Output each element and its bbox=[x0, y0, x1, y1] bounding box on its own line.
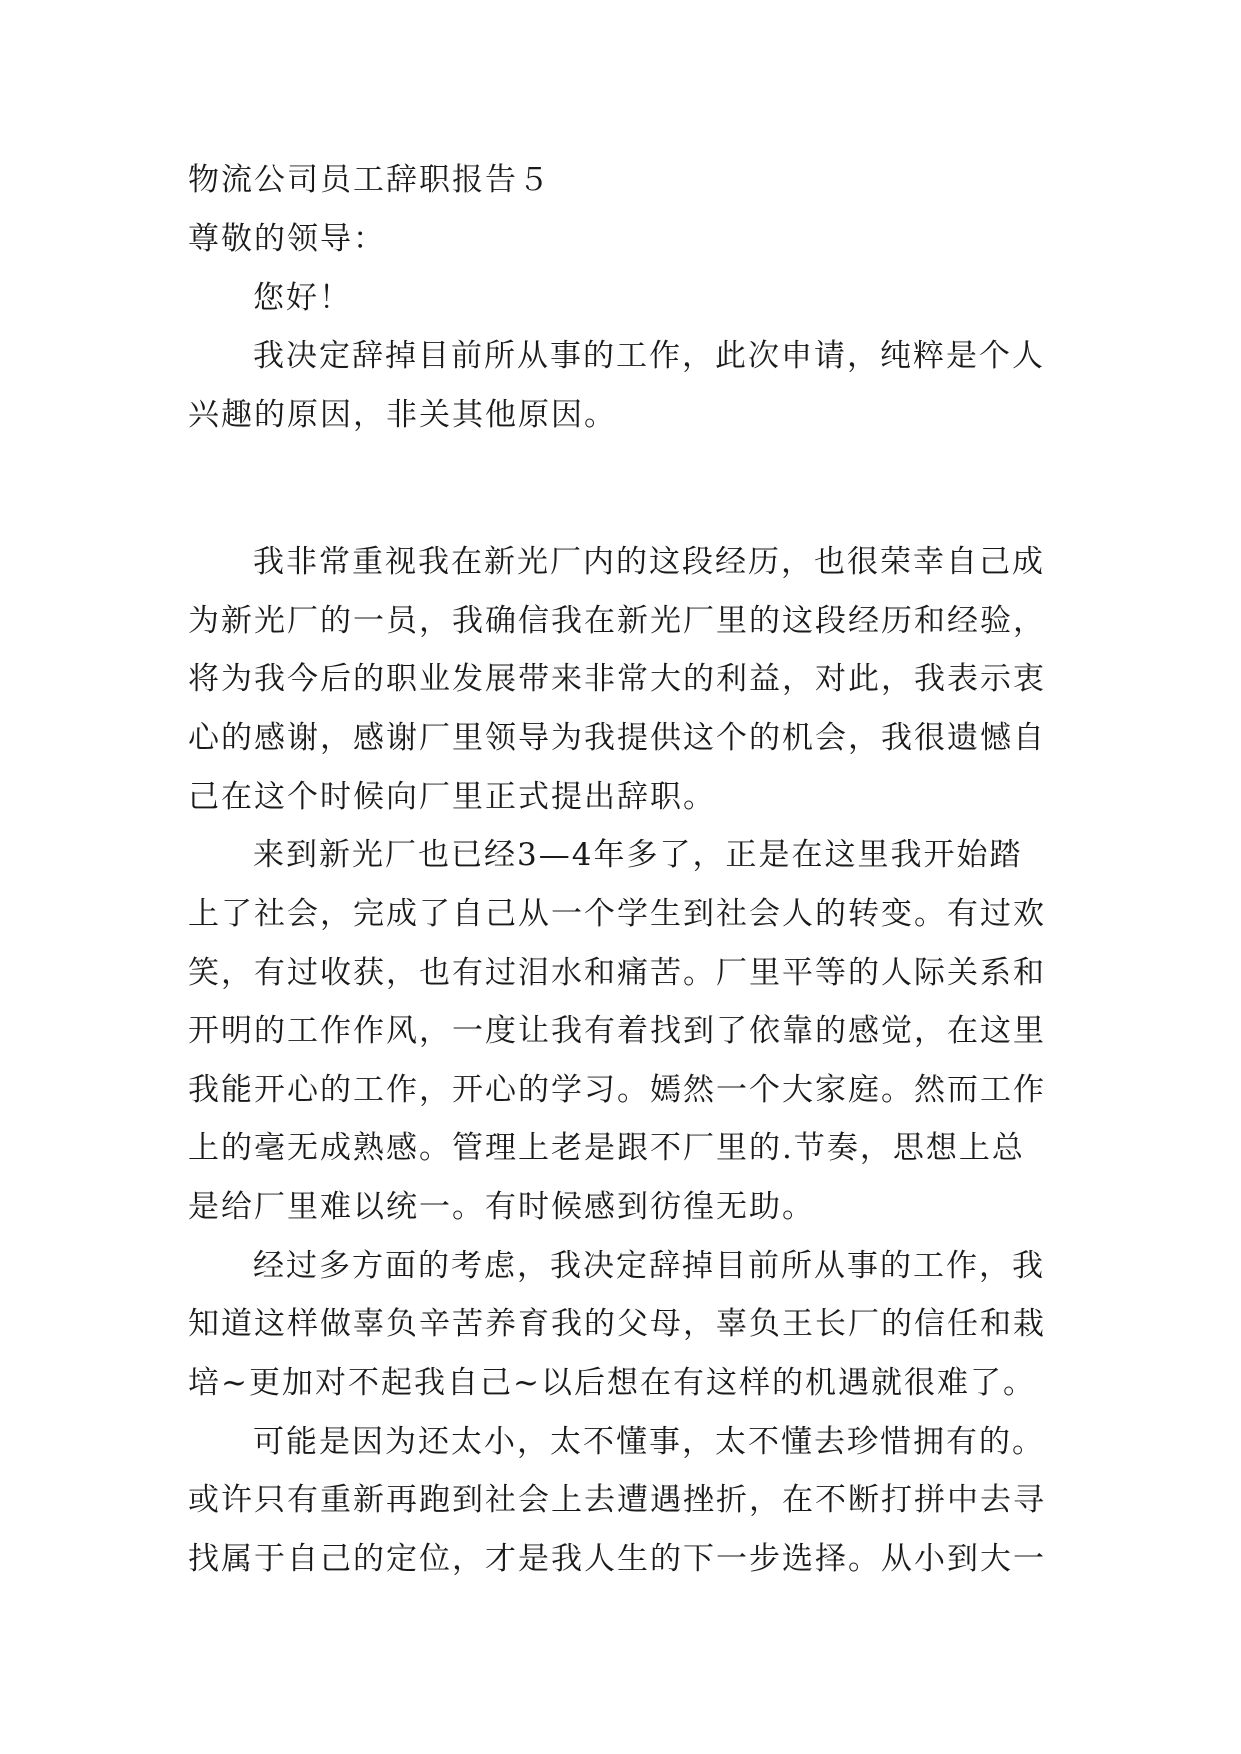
paragraph-line: 来到新光厂也已经3—4年多了，正是在这里我开始踏 bbox=[253, 837, 1023, 873]
paragraph-line: 可能是因为还太小，太不懂事，太不懂去珍惜拥有的。 bbox=[253, 1424, 1045, 1460]
paragraph-line: 找属于自己的定位，才是我人生的下一步选择。从小到大一 bbox=[188, 1541, 1046, 1577]
paragraph-line: 开明的工作作风，一度让我有着找到了依靠的感觉，在这里 bbox=[188, 1013, 1046, 1049]
paragraph-line: 心的感谢，感谢厂里领导为我提供这个的机会，我很遗憾自 bbox=[188, 720, 1046, 756]
paragraph-line: 为新光厂的一员，我确信我在新光厂里的这段经历和经验， bbox=[188, 603, 1046, 639]
paragraph-line: 知道这样做辜负辛苦养育我的父母，辜负王长厂的信任和栽 bbox=[188, 1306, 1046, 1342]
greeting: 您好！ bbox=[253, 280, 352, 316]
document-title: 物流公司员工辞职报告５ bbox=[188, 162, 551, 198]
salutation: 尊敬的领导： bbox=[188, 221, 386, 257]
paragraph-line: 我决定辞掉目前所从事的工作，此次申请，纯粹是个人 bbox=[253, 338, 1045, 374]
paragraph-line: 兴趣的原因，非关其他原因。 bbox=[188, 397, 617, 433]
paragraph-line: 是给厂里难以统一。有时候感到彷徨无助。 bbox=[188, 1189, 815, 1225]
paragraph-line: 培~更加对不起我自己~以后想在有这样的机遇就很难了。 bbox=[188, 1365, 1036, 1401]
paragraph-line: 经过多方面的考虑，我决定辞掉目前所从事的工作，我 bbox=[253, 1248, 1045, 1284]
paragraph-line: 我能开心的工作，开心的学习。嫣然一个大家庭。然而工作 bbox=[188, 1072, 1046, 1108]
paragraph-line: 己在这个时候向厂里正式提出辞职。 bbox=[188, 779, 716, 815]
paragraph-line: 上了社会，完成了自己从一个学生到社会人的转变。有过欢 bbox=[188, 896, 1046, 932]
paragraph-line: 将为我今后的职业发展带来非常大的利益，对此，我表示衷 bbox=[188, 661, 1046, 697]
paragraph-line: 或许只有重新再跑到社会上去遭遇挫折，在不断打拼中去寻 bbox=[188, 1482, 1046, 1518]
paragraph-line: 笑，有过收获，也有过泪水和痛苦。厂里平等的人际关系和 bbox=[188, 955, 1046, 991]
paragraph-line: 我非常重视我在新光厂内的这段经历，也很荣幸自己成 bbox=[253, 544, 1045, 580]
paragraph-line: 上的毫无成熟感。管理上老是跟不厂里的.节奏，思想上总 bbox=[188, 1130, 1025, 1166]
